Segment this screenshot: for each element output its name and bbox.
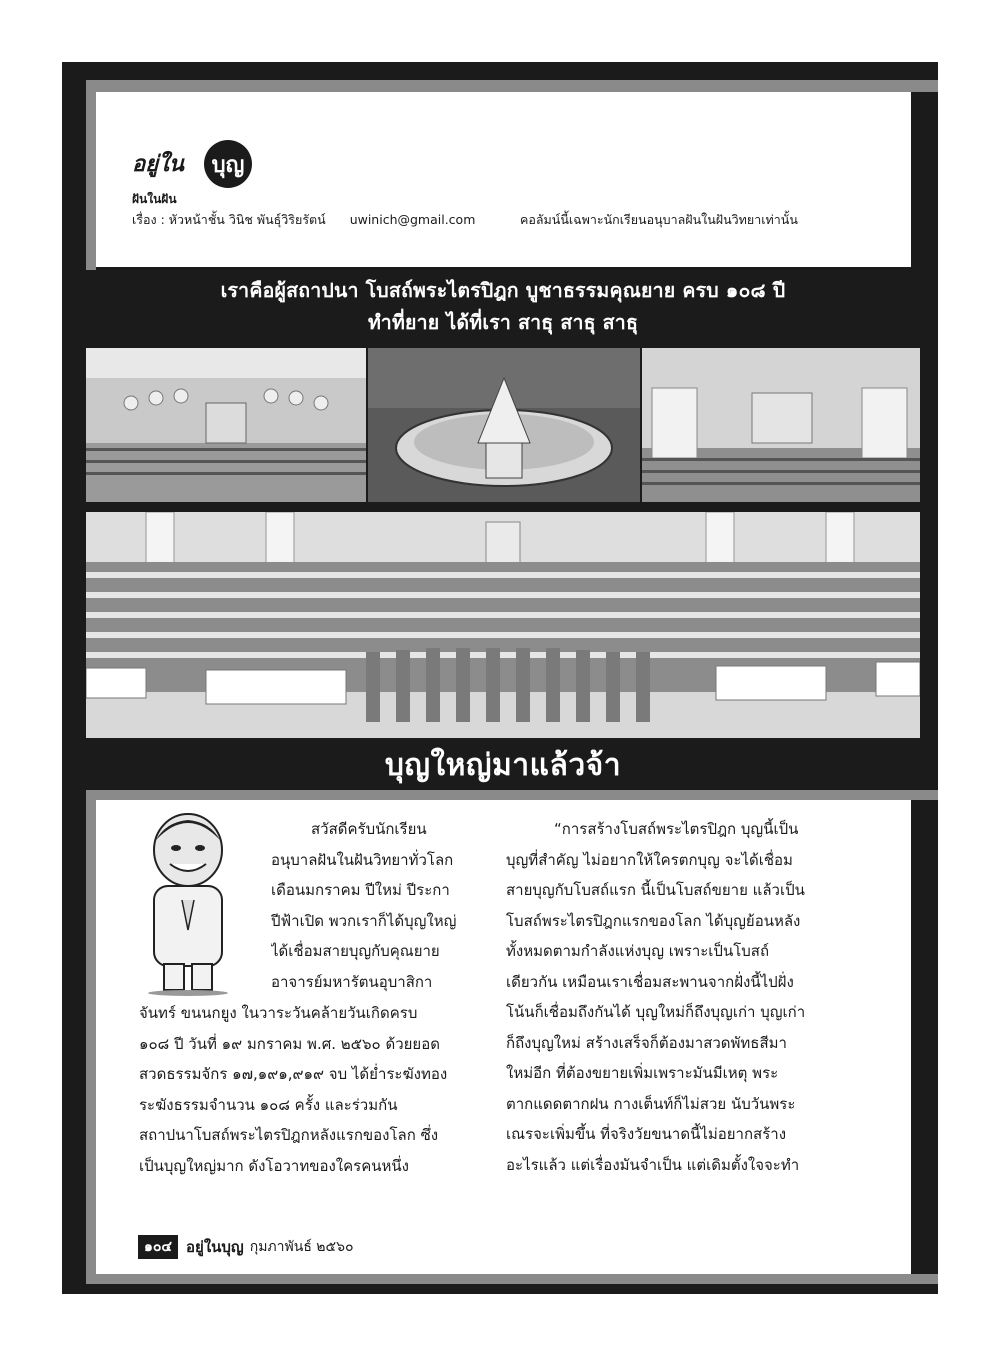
photo-assembly-graphic bbox=[86, 512, 920, 738]
text-line: อาจารย์มหารัตนอุบาสิกา bbox=[271, 972, 433, 991]
article-right-column bbox=[506, 814, 846, 1180]
page-number: ๑๐๔ bbox=[138, 1235, 178, 1259]
text-line: จันทร์ ขนนกยูง ในวาระวันคล้ายวันเกิดครบ bbox=[139, 1004, 418, 1022]
text-line: เดียวกัน เหมือนเราเชื่อมสะพานจากฝั่งนี้ไปฝั่ง bbox=[506, 972, 794, 991]
text-line: โบสถ์พระไตรปิฎกแรกของโลก ได้บุญย้อนหลัง bbox=[506, 911, 801, 930]
headline bbox=[86, 275, 920, 339]
text-line: สถาปนาโบสถ์พระไตรปิฎกหลังแรกของโลก ซึ่ง bbox=[139, 1126, 439, 1144]
caricature-graphic bbox=[132, 810, 244, 996]
photo-temple-rendering bbox=[368, 348, 640, 502]
text-line: ตากแดดตากฝน กางเต็นท์ก็ไม่สวย นับวันพระ bbox=[506, 1094, 796, 1113]
photo-rendering-left bbox=[86, 348, 366, 502]
text-line: “การสร้างโบสถ์พระไตรปิฎก บุญนี้เป็น bbox=[554, 820, 799, 838]
text-line: ทั้งหมดตามกำลังแห่งบุญ เพราะเป็นโบสถ์ bbox=[506, 942, 770, 960]
article-left-column bbox=[139, 998, 471, 1181]
column-note: คอลัมน์นี้เฉพาะนักเรียนอนุบาลฝันในฝันวิทยาเท่านั้น bbox=[520, 212, 798, 227]
text-line: ได้เชื่อมสายบุญกับคุณยาย bbox=[271, 942, 440, 960]
left-gray-bar-lower bbox=[86, 790, 96, 1274]
text-line: โน้นก็เชื่อมถึงกันได้ บุญใหม่ก็ถึงบุญเก่า บุญเก่า bbox=[506, 1003, 806, 1021]
top-gray-bar bbox=[86, 80, 938, 92]
photo-rendering-right-graphic bbox=[642, 348, 920, 502]
bottom-gray-bar bbox=[86, 1274, 938, 1284]
left-gray-bar bbox=[86, 80, 96, 270]
text-line: ใหม่อีก ที่ต้องขยายเพิ่มเพราะมันมีเหตุ พระ bbox=[506, 1064, 779, 1082]
logo-script-text: อยู่ใน bbox=[132, 151, 184, 177]
byline bbox=[132, 210, 495, 230]
author: เรื่อง : หัวหน้าชั้น วินิช พันธุ์วิริยรัตน์ bbox=[132, 212, 326, 227]
column-logo bbox=[132, 140, 272, 184]
text-line: ก็ถึงบุญใหม่ สร้างเสร็จก็ต้องมาสวดพัทธสีมา bbox=[506, 1033, 787, 1052]
text-line: บุญที่สำคัญ ไม่อยากให้ใครตกบุญ จะได้เชื่อม bbox=[506, 850, 793, 869]
column-header bbox=[96, 92, 911, 267]
page-footer bbox=[138, 1236, 354, 1258]
text-line: สายบุญกับโบสถ์แรก นี้เป็นโบสถ์ขยาย แล้วเป็น bbox=[506, 881, 805, 899]
author-caricature bbox=[132, 810, 244, 996]
text-line: ระฆังธรรมจำนวน ๑๐๘ ครั้ง และร่วมกัน bbox=[139, 1095, 398, 1114]
section-name: ฝันในฝัน bbox=[132, 192, 177, 206]
text-line: เดือนมกราคม ปีใหม่ ปีระกา bbox=[271, 881, 450, 899]
headline-line-2: ทำที่ยาย ได้ที่เรา สาธุ สาธุ สาธุ bbox=[367, 311, 639, 334]
text-line: ๑๐๘ ปี วันที่ ๑๙ มกราคม พ.ศ. ๒๕๖๐ ด้วยยอด bbox=[139, 1034, 440, 1053]
text-line: อนุบาลฝันในฝันวิทยาทั่วโลก bbox=[271, 850, 454, 869]
text-line: เป็นบุญใหญ่มาก ดังโอวาทของใครคนหนึ่ง bbox=[139, 1156, 409, 1175]
article-left-intro bbox=[271, 814, 471, 997]
text-line: สวัสดีครับนักเรียน bbox=[311, 820, 427, 838]
magazine-name: อยู่ในบุญ bbox=[186, 1238, 244, 1256]
article-body bbox=[96, 800, 911, 1274]
photo-assembly-hall bbox=[86, 512, 920, 738]
logo-badge: บุญ bbox=[204, 140, 252, 188]
issue-date: กุมภาพันธ์ ๒๕๖๐ bbox=[249, 1239, 354, 1255]
middle-gray-bar bbox=[86, 790, 938, 800]
author-email: uwinich@gmail.com bbox=[349, 212, 476, 227]
headline-line-1: เราคือผู้สถาปนา โบสถ์พระไตรปิฎก บูชาธรรมคุณยาย ครบ ๑๐๘ ปี bbox=[220, 279, 786, 302]
text-line: อะไรแล้ว แต่เรื่องมันจำเป็น แต่เดิมตั้งใจจะทำ bbox=[506, 1155, 800, 1174]
article-title: บุญใหญ่มาแล้วจ้า bbox=[384, 748, 622, 783]
text-line: เณรจะเพิ่มขึ้น ที่จริงวัยขนาดนี้ไม่อยากสร้าง bbox=[506, 1125, 787, 1143]
photo-rendering-left-graphic bbox=[86, 348, 366, 502]
text-line: ปีฟ้าเปิด พวกเราก็ได้บุญใหญ่ bbox=[271, 911, 457, 930]
photo-temple-graphic bbox=[368, 348, 640, 502]
text-line: สวดธรรมจักร ๑๗,๑๙๑,๙๑๙ จบ ได้ย่ำระฆังทอง bbox=[139, 1065, 448, 1083]
photo-rendering-right bbox=[642, 348, 920, 502]
